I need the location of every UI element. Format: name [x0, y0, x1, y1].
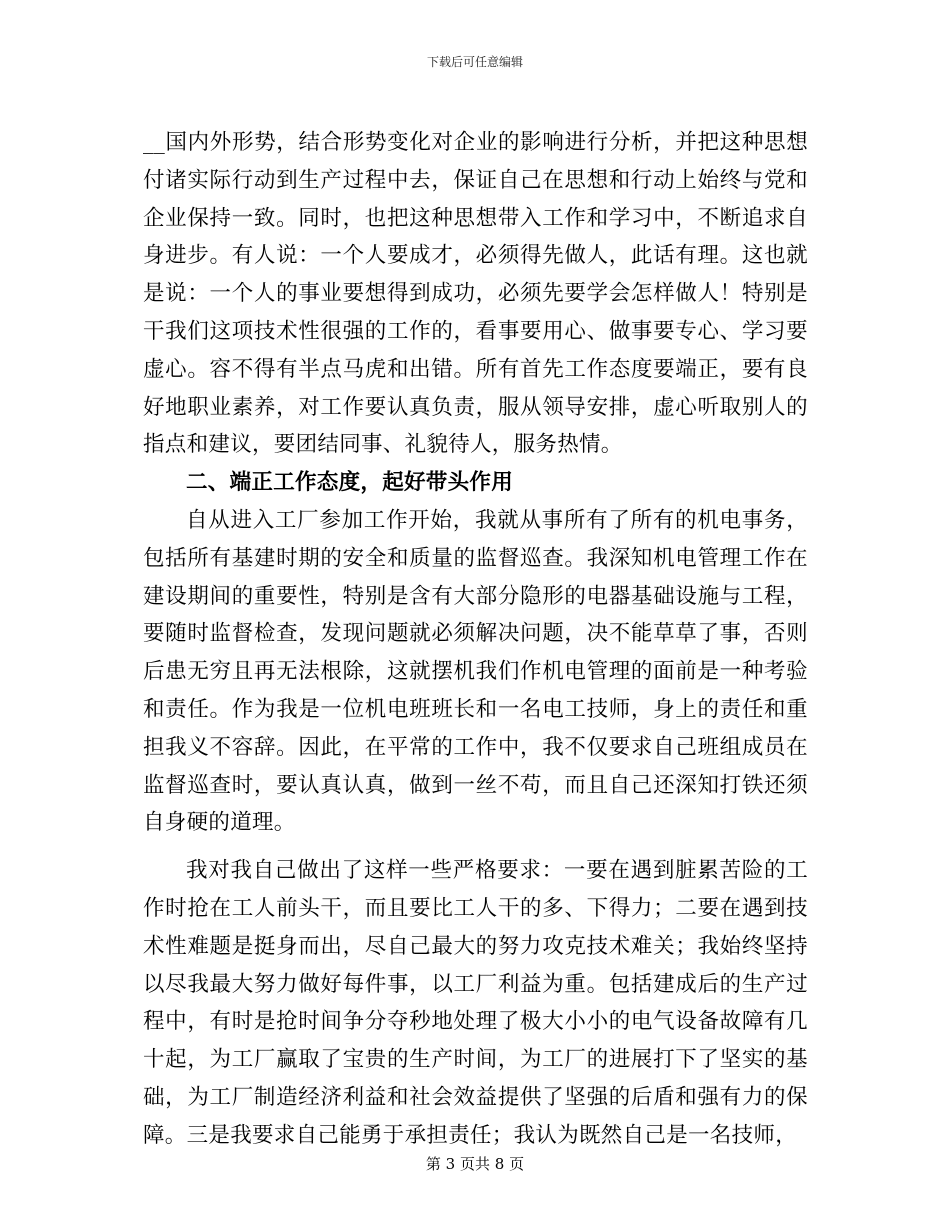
page-footer: 第 3 页共 8 页 [425, 1155, 525, 1173]
paragraph-3: 我对我自己做出了这样一些严格要求：一要在遇到脏累苦险的工作时抢在工人前头干，而且要比工人干的多、下得力；二要在遇到技术性难题是挺身而出，尽自己最大的努力攻克技术难关；我始终坚持以尽我最大努力做好每件事，以工厂利益为重。包括建成后的生产过程中，有时是抢时间争分夺秒地处理了极大小小的电气设备故障有几十起，为工厂赢取了宝贵的生产时间，为工厂的进展打下了坚实的基础，为工厂制造经济利益和社会效益提供了坚强的后盾和强有力的保障。三是我要求自己能勇于承担责任；我认为既然自己是一名技师， [143, 858, 808, 1148]
paragraph-gap [143, 842, 808, 852]
document-body [143, 124, 808, 1155]
section-heading: 二、端正工作态度，起好带头作用 [186, 470, 514, 496]
page-header: 下载后可任意编辑 [426, 55, 523, 69]
paragraph-2: 自从进入工厂参加工作开始，我就从事所有了所有的机电事务，包括所有基建时期的安全和质量的监督巡查。我深知机电管理工作在建设期间的重要性，特别是含有大部分隐形的电器基础设施与工程，要随时监督检查，发现问题就必须解决问题，决不能草草了事，否则后患无穷且再无法根除，这就摆机我们作机电管理的面前是一种考验和责任。作为我是一位机电班班长和一名电工技师，身上的责任和重担我义不容辞。因此，在平常的工作中，我不仅要求自己班组成员在监督巡查时，要认真认真，做到一丝不苟，而且自己还深知打铁还须自身硬的道理。 [143, 507, 808, 836]
paragraph-1: __国内外形势，结合形势变化对企业的影响进行分析，并把这种思想付诸实际行动到生产过程中去，保证自己在思想和行动上始终与党和企业保持一致。同时，也把这种思想带入工作和学习中，不断追求自身进步。有人说：一个人要成才，必须得先做人，此话有理。这也就是说：一个人的事业要想得到成功，必须先要学会怎样做人！特别是干我们这项技术性很强的工作的，看事要用心、做事要专心、学习要虚心。容不得有半点马虎和出错。所有首先工作态度要端正，要有良好地职业素养，对工作要认真负责，服从领导安排，虚心听取别人的指点和建议，要团结同事、礼貌待人，服务热情。 [143, 130, 808, 458]
